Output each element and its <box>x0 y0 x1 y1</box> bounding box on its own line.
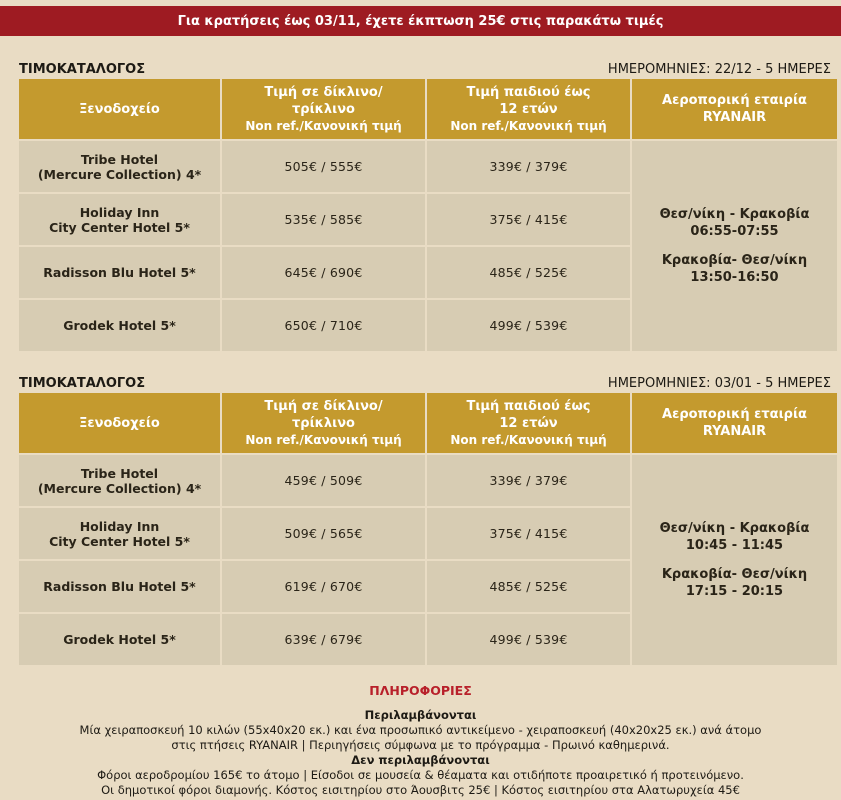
section-dates: ΗΜΕΡΟΜΗΝΙΕΣ: 22/12 - 5 ΗΜΕΡΕΣ <box>607 62 831 77</box>
hotel-cell <box>19 508 220 559</box>
outbound-time: 06:55-07:55 <box>690 224 779 239</box>
info-section <box>0 683 841 798</box>
section-dates: ΗΜΕΡΟΜΗΝΙΕΣ: 03/01 - 5 ΗΜΕΡΕΣ <box>607 376 831 391</box>
hotel-name-line2: (Mercure Collection) 4* <box>37 480 202 496</box>
col-header-hotel-text: Ξενοδοχείο <box>79 415 160 431</box>
included-line2: στις πτήσεις RYANAIR | Περιηγήσεις σύμφωνα με το πρόγραμμα - Πρωινό καθημερινά. <box>171 738 670 752</box>
return-flight <box>662 252 807 286</box>
excluded-line1: Φόροι αεροδρομίου 165€ το άτομο | Είσοδοι σε μουσεία & θέαματα και οτιδήποτε προαιρετικό ή προτεινόμενο. <box>97 768 744 782</box>
section-header <box>19 369 831 391</box>
hotel-name-line2: City Center Hotel 5* <box>49 219 190 235</box>
hotel-cell <box>19 300 220 351</box>
outbound-route: Θεσ/νίκη - Κρακοβία <box>659 207 810 222</box>
flight-schedule <box>632 455 837 665</box>
price-table <box>19 393 831 665</box>
double-price: 645€ / 690€ <box>222 247 425 298</box>
col-header-child-line1: Τιμή παιδιού έως <box>466 398 591 414</box>
return-time: 13:50-16:50 <box>690 270 779 285</box>
col-header-airline-line1: Αεροπορική εταιρία <box>662 407 807 422</box>
section-label: ΤΙΜΟΚΑΤΑΛΟΓΟΣ <box>19 62 146 77</box>
double-price: 505€ / 555€ <box>222 141 425 192</box>
flight-schedule <box>632 141 837 351</box>
double-price: 509€ / 565€ <box>222 508 425 559</box>
col-header-child-line2: 12 ετών <box>499 415 558 431</box>
hotel-name: Holiday Inn <box>79 518 160 534</box>
col-header-airline <box>632 79 837 139</box>
col-header-double-sub: Non ref./Κανονική τιμή <box>245 118 402 133</box>
double-price: 535€ / 585€ <box>222 194 425 245</box>
col-header-airline-line2: RYANAIR <box>702 110 767 125</box>
price-section-1 <box>19 55 831 351</box>
double-price: 650€ / 710€ <box>222 300 425 351</box>
hotel-cell <box>19 247 220 298</box>
outbound-time: 10:45 - 11:45 <box>685 538 784 553</box>
price-table <box>19 79 831 351</box>
col-header-airline-line2: RYANAIR <box>702 424 767 439</box>
info-title: ΠΛΗΡΟΦΟΡΙΕΣ <box>369 683 472 698</box>
col-header-double-line1: Τιμή σε δίκλινο/ <box>264 84 383 100</box>
return-route: Κρακοβία- Θεσ/νίκη <box>661 253 808 268</box>
col-header-child <box>427 79 630 139</box>
hotel-name: Radisson Blu Hotel 5* <box>43 265 196 280</box>
col-header-hotel <box>19 393 220 453</box>
col-header-child-line2: 12 ετών <box>499 101 558 117</box>
col-header-child-sub: Non ref./Κανονική τιμή <box>450 118 607 133</box>
col-header-airline-line1: Αεροπορική εταιρία <box>662 93 807 108</box>
outbound-flight <box>660 206 810 240</box>
hotel-cell <box>19 141 220 192</box>
col-header-child-sub: Non ref./Κανονική τιμή <box>450 432 607 447</box>
col-header-double-line1: Τιμή σε δίκλινο/ <box>264 398 383 414</box>
hotel-cell <box>19 455 220 506</box>
child-price: 499€ / 539€ <box>427 300 630 351</box>
child-price: 339€ / 379€ <box>427 141 630 192</box>
col-header-double <box>222 79 425 139</box>
return-flight <box>662 566 807 600</box>
return-time: 17:15 - 20:15 <box>685 584 784 599</box>
col-header-double-line2: τρίκλινο <box>292 415 355 431</box>
hotel-name: Grodek Hotel 5* <box>63 632 176 647</box>
double-price: 639€ / 679€ <box>222 614 425 665</box>
col-header-double-sub: Non ref./Κανονική τιμή <box>245 432 402 447</box>
col-header-hotel <box>19 79 220 139</box>
double-price: 459€ / 509€ <box>222 455 425 506</box>
outbound-flight <box>660 520 810 554</box>
included-title: Περιλαμβάνονται <box>364 708 477 722</box>
hotel-name: Grodek Hotel 5* <box>63 318 176 333</box>
col-header-airline <box>632 393 837 453</box>
child-price: 485€ / 525€ <box>427 247 630 298</box>
hotel-name: Holiday Inn <box>79 204 160 220</box>
child-price: 375€ / 415€ <box>427 194 630 245</box>
hotel-name-line2: (Mercure Collection) 4* <box>37 166 202 182</box>
col-header-child-line1: Τιμή παιδιού έως <box>466 84 591 100</box>
child-price: 339€ / 379€ <box>427 455 630 506</box>
hotel-name: Radisson Blu Hotel 5* <box>43 579 196 594</box>
outbound-route: Θεσ/νίκη - Κρακοβία <box>659 521 810 536</box>
col-header-child <box>427 393 630 453</box>
col-header-hotel-text: Ξενοδοχείο <box>79 101 160 117</box>
included-line1: Μία χειραποσκευή 10 κιλών (55x40x20 εκ.) και ένα προσωπικό αντικείμενο - χειραποσκευή (40x20x25 εκ.) ανά άτομο <box>79 723 762 737</box>
section-label: ΤΙΜΟΚΑΤΑΛΟΓΟΣ <box>19 376 146 391</box>
hotel-name: Tribe Hotel <box>80 465 159 481</box>
col-header-double <box>222 393 425 453</box>
hotel-name: Tribe Hotel <box>80 151 159 167</box>
col-header-double-line2: τρίκλινο <box>292 101 355 117</box>
hotel-cell <box>19 614 220 665</box>
double-price: 619€ / 670€ <box>222 561 425 612</box>
hotel-cell <box>19 194 220 245</box>
price-section-2 <box>19 369 831 665</box>
child-price: 375€ / 415€ <box>427 508 630 559</box>
discount-banner: Για κρατήσεις έως 03/11, έχετε έκπτωση 25€ στις παρακάτω τιμές <box>0 6 841 36</box>
hotel-cell <box>19 561 220 612</box>
child-price: 499€ / 539€ <box>427 614 630 665</box>
return-route: Κρακοβία- Θεσ/νίκη <box>661 567 808 582</box>
excluded-title: Δεν περιλαμβάνονται <box>351 753 490 767</box>
hotel-name-line2: City Center Hotel 5* <box>49 533 190 549</box>
child-price: 485€ / 525€ <box>427 561 630 612</box>
excluded-line2: Οι δημοτικοί φόροι διαμονής. Κόστος εισιτηρίου στο Άουσβιτς 25€ | Κόστος εισιτηρίου στα Αλατωρυχεία 45€ <box>101 783 740 797</box>
section-header <box>19 55 831 77</box>
